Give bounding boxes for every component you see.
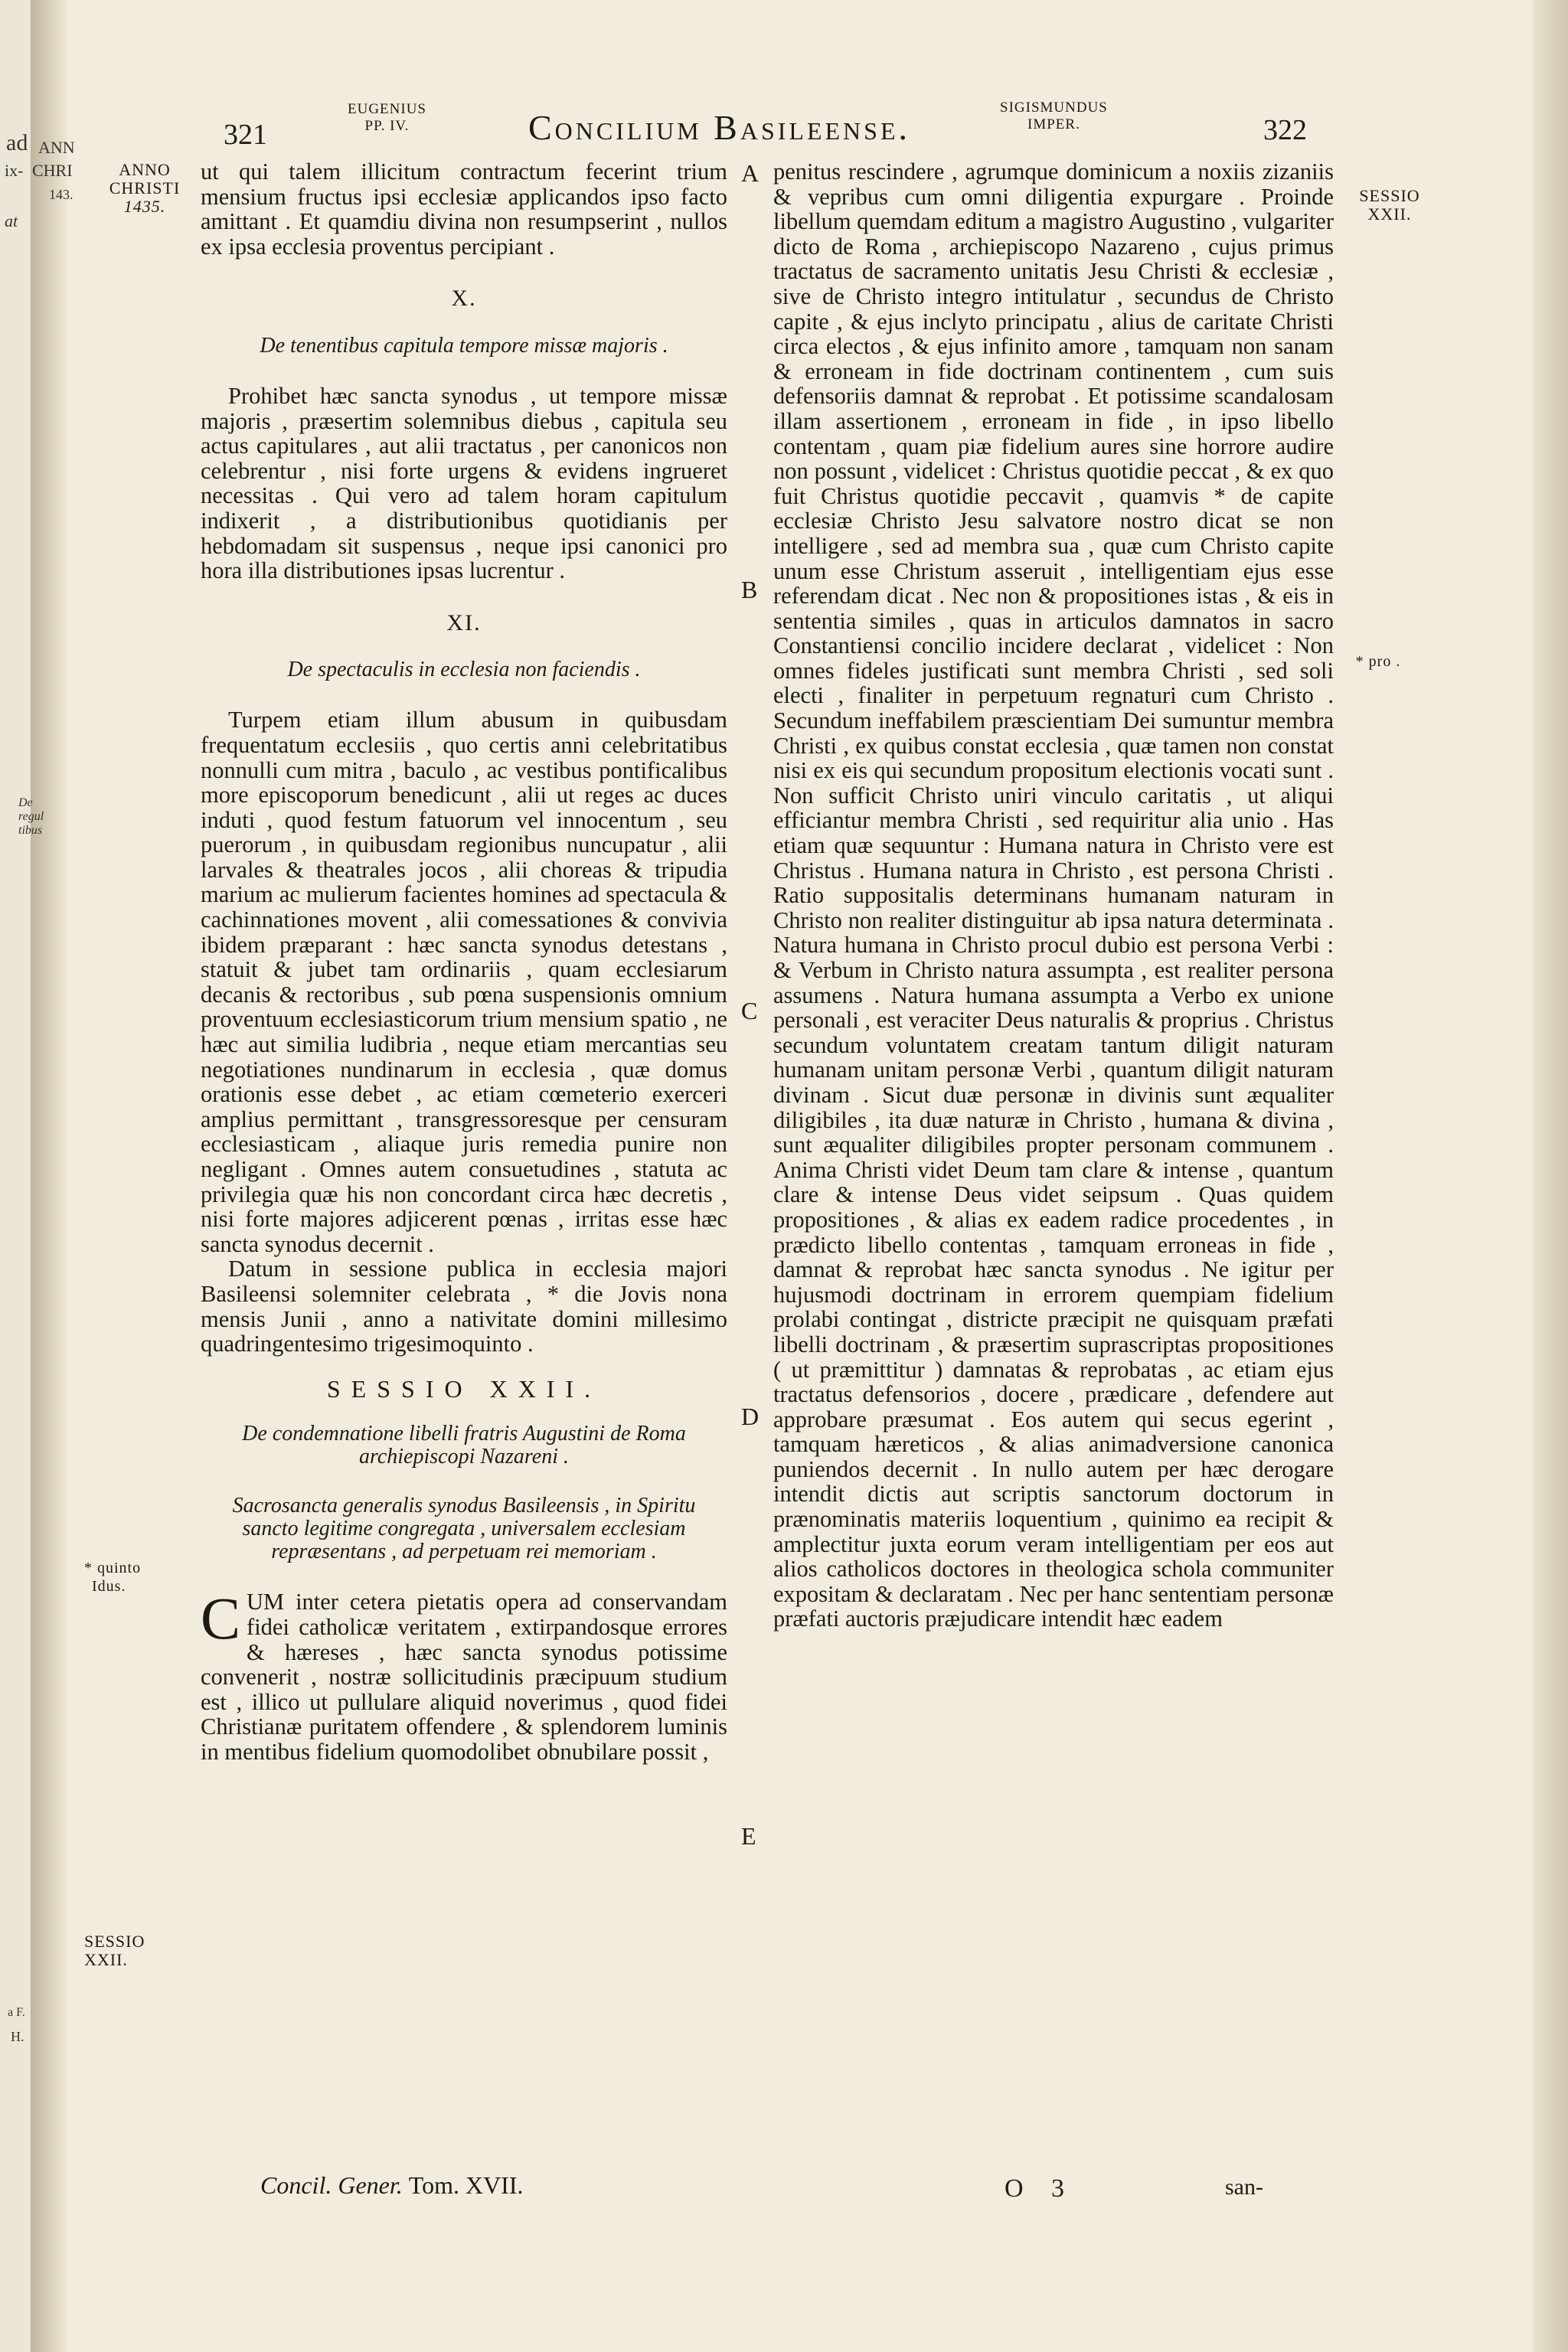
idus-label: Idus. <box>92 1578 126 1595</box>
edge-fragment: ad <box>6 130 28 155</box>
paragraph: Turpem etiam illum abusum in quibusdam frequentatum ecclesiis , quo certis anni celebritatibus nonnulli cum mitra , baculo , ac vestibus pontificalibus more episcoporum benedicunt , alii ut reges ac duces induti , quod festum fatuorum vel innocentum , seu puerorum , in quibusdam regionibus nuncupatur , alii larvales & theatrales jocos , alii choreas & tripudia marium ac mulierum facientes homines ad spectacula & cachinnationes movent , alii comessationes & convivia ibidem præparant : hæc sancta synodus detestans , statuit & jubet tam ordinariis , quam ecclesiarum decanis & rectoribus , sub pœna suspensionis omnium proventuum ecclesiasticorum trium mensium spatio , ne hæc aut similia ludibria , neque etiam mercantias seu negotiationes nundinarum in ecclesia , quæ domus orationis esse debet , ac etiam cœmeterio exerceri amplius permittant , transgressoresque per censuram ecclesiasticam , aliaque juris remedia punire non negligant . Omnes autem consuetudines , statuta ac privilegia quæ his non concordant circa hæc decretis , nisi forte majores adjicerent pœnas , irritas esse hæc sancta synodus decernit . <box>201 707 727 1257</box>
signature-mark: O 3 <box>1004 2174 1076 2203</box>
section-letter-e: E <box>741 1822 756 1850</box>
chapter-number: XI. <box>446 609 482 635</box>
margin-sessio-right <box>1340 187 1439 224</box>
left-column <box>201 159 727 1765</box>
margin-pro-note: * pro . <box>1355 653 1401 670</box>
right-gutter <box>1533 0 1568 2352</box>
sessio-label: SESSIO <box>84 1932 145 1951</box>
paragraph: Prohibet hæc sancta synodus , ut tempore missæ majoris , præsertim solemnibus diebus , capitula seu actus capitulares , aut alii tractatus , per canonicos non celebrentur , nisi forte urgens & evidens ingrueret necessitas . Qui vero ad talem horam capitulum indixerit , a distributionibus quotidianis per hebdomadam sit suspensus , neque ipsi canonici pro hora illa distributiones ipsas lucrentur . <box>201 382 727 584</box>
sessio-number: XXII. <box>1367 204 1412 224</box>
chapter-title: De tenentibus capitula tempore missæ majoris . <box>260 333 668 358</box>
volume-number: Tom. XVII. <box>408 2171 524 2199</box>
volume-footer <box>260 2171 523 2200</box>
pope-number: PP. IV. <box>364 118 410 134</box>
edge-fragment: H. <box>11 2029 24 2044</box>
emperor-name: SIGISMUNDUS <box>1000 100 1108 116</box>
section-letter-d: D <box>741 1403 760 1430</box>
anno-label: ANNO <box>119 160 171 179</box>
edge-fragment: De regul tibus <box>18 796 44 837</box>
pope-name: EUGENIUS <box>348 101 426 117</box>
edge-fragment: 143. <box>49 187 74 202</box>
section-letter-c: C <box>741 997 758 1024</box>
chapter-title: De spectaculis in ecclesia non faciendis . <box>287 658 641 682</box>
quinto-label: * quinto <box>84 1560 142 1576</box>
emperor-title: IMPER. <box>1027 116 1080 132</box>
sessio-label: SESSIO <box>1359 186 1420 205</box>
edge-fragment: CHRI <box>32 161 73 180</box>
margin-quinto-note <box>84 1559 176 1596</box>
sessio-number: XXII. <box>84 1950 128 1969</box>
margin-anno-christi <box>96 161 193 216</box>
left-gutter <box>31 0 67 2352</box>
edge-fragment: ANN <box>38 138 75 157</box>
session-title: De condemnatione libelli fratris Augustini de Roma archiepiscopi Nazareni . <box>242 1422 686 1469</box>
section-letter-b: B <box>741 576 758 603</box>
running-title: Concilium Basileense. <box>528 108 911 147</box>
catchword: san- <box>1225 2174 1263 2200</box>
margin-sessio-left <box>84 1932 188 1969</box>
emperor-label <box>1000 100 1108 133</box>
edge-fragment: ix- <box>5 161 24 180</box>
edge-fragment: a F. <box>8 2006 25 2019</box>
edge-fragment: at <box>5 211 18 230</box>
paragraph: ut qui talem illicitum contractum fecerint trium mensium fructus ipsi ecclesiæ applicandos ipso facto amittant . Et quamdiu divina non resumpserint , nullos ex ipsa ecclesia proventus percipiant . <box>201 158 727 260</box>
paragraph: Datum in sessione publica in ecclesia majori Basileensi solemniter celebrata , * die Jovis nona mensis Junii , anno a nativitate domini millesimo quadringentesimo trigesimoquinto . <box>201 1256 727 1357</box>
volume-title: Concil. Gener. <box>260 2171 403 2199</box>
christi-label: CHRISTI <box>109 178 181 198</box>
chapter-number: X. <box>451 286 477 312</box>
year-label: 1435. <box>123 197 166 216</box>
section-letter-a: A <box>741 159 760 187</box>
paragraph: CUM inter cetera pietatis opera ad conservandam fidei catholicæ veritatem , extirpandosque errores & hæreses , hæc sancta synodus potissime convenerit , nostræ sollicitudinis præcipuum studium est , illico ut pullulare aliquid noverimus , quod fidei Christianæ puritatem offendere , & splendorem luminis in mentibus fidelium quomodolibet obnubilare possit , <box>201 1585 727 1765</box>
pope-label <box>348 101 426 135</box>
right-column <box>773 159 1334 1632</box>
synod-formula: Sacrosancta generalis synodus Basileensis , in Spiritu sancto legitime congregata , universalem ecclesiam repræsentans , ad perpetuam rei memoriam . <box>232 1494 696 1564</box>
page-number-left: 321 <box>224 119 267 151</box>
page-header <box>214 92 1378 161</box>
page-number-right: 322 <box>1263 114 1307 146</box>
paragraph: penitus rescindere , agrumque dominicum a noxiis zizaniis & vepribus cum omni diligentia expurgare . Proinde libellum quemdam editum a magistro Augustino , vulgariter dicto de Roma , archiepiscopo Nazareno , cujus primus tractatus de sacramento unitatis Jesu Christi & ecclesiæ , sive de Christo integro intitulatur , secundus de Christo capite , & ejus inclyto principatu , alius de caritate Christi circa electos , & ejus infinito amore , tamquam non sanam & erroneam in fide doctrinam continentem , cum suis defensoriis damnat & reprobat . Et potissime scandalosam illam assertionem , erroneam in fide , in ipso libello contentam , quam piæ fidelium aures sine horrore audire non possunt , videlicet : Christus quotidie peccat , & ex quo fuit Christus quotidie peccavit , quamvis * de capite ecclesiæ Christo Jesu salvatore nostro dicat se non intelligere , sed ad membra sua , quæ cum Christo capite unum esse Christum asseruit , intelligentiam ejus esse referendam dicat . Nec non & propositiones istas , & eis in sententia similes , quas in articulos damnatos in sacro Constantiensi concilio incidere declarat , videlicet : Non omnes fideles justificati sunt membra Christi , sed soli electi , finaliter in perpetuum regnaturi cum Christo . Secundum ineffabilem præscientiam Dei sumuntur membra Christi , ex quibus constat ecclesia , quæ tamen non constat nisi ex eis qui secundum propositum electionis vocati sunt . Non sufficit Christo uniri vinculo caritatis , ut aliqui efficiantur membra Christi , sed requiritur alia unio . Has etiam quæ sequuntur : Humana natura in Christo vere est Christus . Humana natura in Christo , est persona Christi . Ratio suppositalis determinans humanam naturam in Christo non realiter distinguitur ab ipsa natura determinata . Natura humana in Christo procul dubio est persona Verbi : & Verbum in Christo natura assumpta , est realiter persona assumens . Natura humana assumpta a Verbo ex unione personali , est veraciter Deus naturalis & proprius . Christus secundum voluntatem creatam tantum diligit naturam humanam unitam personæ Verbi , quantum diligit naturam divinam . Sicut duæ personæ in divinis sunt æqualiter diligibiles , ita duæ naturæ in Christo , humana & divina , sunt æqualiter diligibiles propter personam communem . Anima Christi videt Deum tam clare & intense , quantum clare & intense Deus videt seipsum . Quas quidem propositiones , & alias ex eadem radice procedentes , in prædicto libello contentas , tamquam erroneas in fide , damnat & reprobat hæc sancta synodus . Ne igitur per hujusmodi doctrinam in errorem quempiam fidelium prolabi contingat , districte præcipit ne quisquam præfati libelli doctrinam , & præsertim suprascriptas propositiones ( ut præmittitur ) damnatas & reprobatas , ac etiam ejus tractatus defensorios , docere , prædicare , defendere aut approbare præsumat . Eos autem qui secus egerint , tamquam hæreticos , & alias animadversione canonica puniendos decernit . In nullo autem per hæc derogare intendit dictis aut scriptis sanctorum doctorum in prænominatis materiis loquentium , quinimo ea recipit & amplectitur juxta eorum veram intelligentiam per eos aut alios catholicos doctores in theologica schola communiter expositam & declaratam . Nec per hanc sententiam personæ præfati auctoris præjudicare intendit hæc eadem <box>773 158 1334 1632</box>
session-heading: SESSIO XXII. <box>326 1374 602 1403</box>
